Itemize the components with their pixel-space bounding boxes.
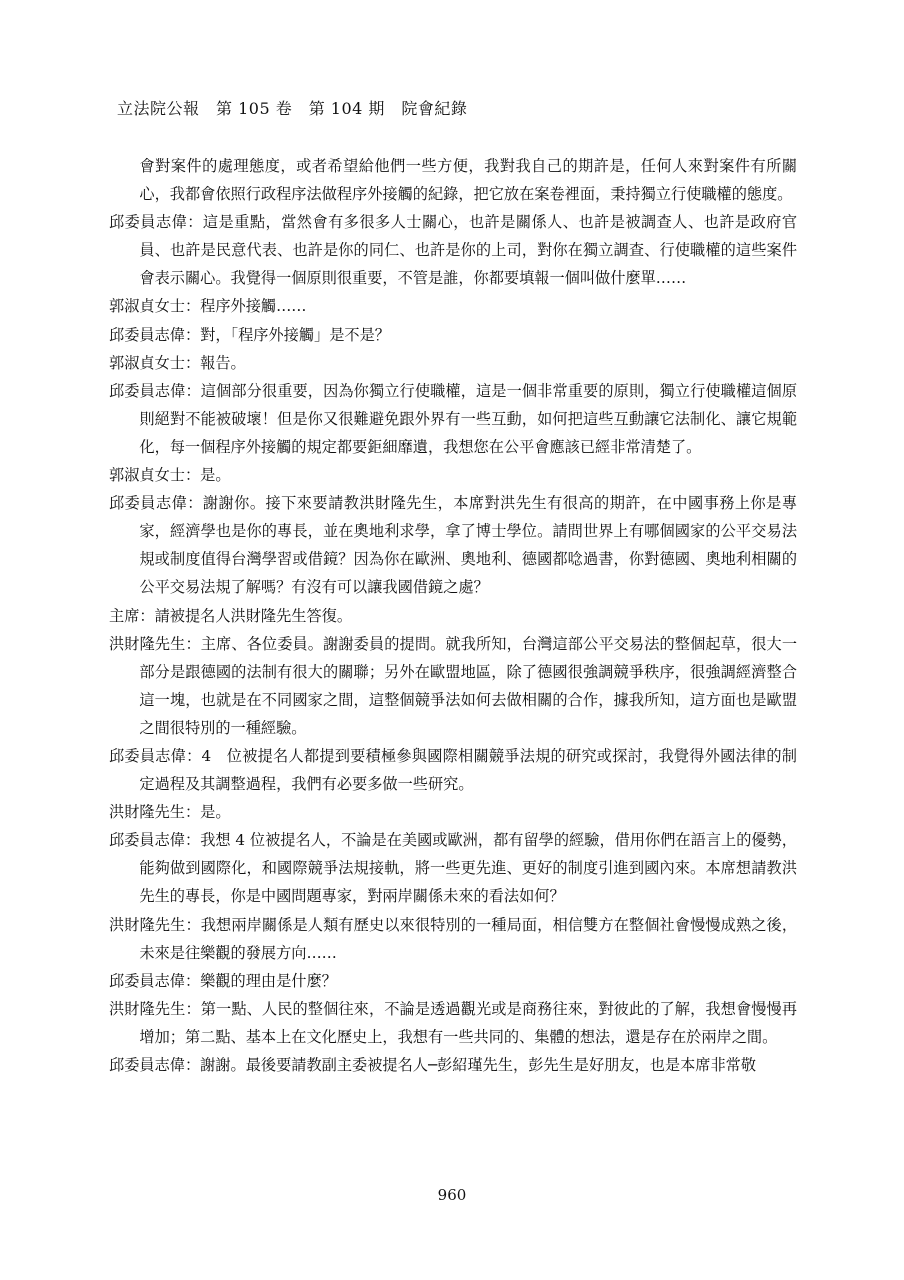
speaker-name: 邱委員志偉： [109, 746, 202, 765]
speaker-name: 邱委員志偉： [109, 325, 201, 344]
paragraph-text: 請被提名人洪財隆先生答復。 [154, 606, 352, 625]
transcript-paragraph [109, 489, 797, 601]
paragraph-text: 報告。 [200, 353, 246, 372]
transcript-paragraph [109, 321, 797, 349]
transcript-paragraph [109, 292, 797, 320]
transcript-paragraph [109, 461, 797, 489]
paragraph-text: 程序外接觸…… [200, 297, 307, 316]
speaker-name: 洪財隆先生： [109, 999, 201, 1018]
transcript-paragraph [109, 826, 797, 910]
paragraph-text: 是。 [200, 803, 231, 822]
speaker-name: 郭淑貞女士： [109, 466, 201, 485]
page-header: 立法院公報 第 105 卷 第 104 期 院會紀錄 [117, 99, 468, 118]
speaker-name: 郭淑貞女士： [109, 297, 201, 316]
speaker-name: 邱委員志偉： [109, 213, 203, 232]
transcript-paragraph [109, 602, 797, 630]
speaker-name: 郭淑貞女士： [109, 353, 201, 372]
speaker-name: 邱委員志偉： [109, 831, 201, 850]
transcript-body [109, 152, 797, 1079]
transcript-paragraph [109, 349, 797, 377]
transcript-paragraph [109, 995, 797, 1051]
paragraph-text: 第一點、人民的整個往來，不論是透過觀光或是商務往來，對彼此的了解，我想會慢慢再增加；第二點、基本上在文化歷史上，我想有一些共同的、集體的想法，還是存在於兩岸之間。 [139, 999, 798, 1046]
speaker-name: 邱委員志偉： [109, 971, 201, 990]
paragraph-text: 會對案件的處理態度，或者希望給他們一些方便，我對我自己的期許是，任何人來對案件有所關心，我都會依照行政程序法做程序外接觸的紀錄，把它放在案卷裡面，秉持獨立行使職權的態度。 [139, 157, 797, 204]
paragraph-text: 這是重點，當然會有多很多人士關心，也許是關係人、也許是被調查人、也許是政府官員、也許是民意代表、也許是你的同仁、也許是你的上司，對你在獨立調查、行使職權的這些案件會表示關心。我覺得一個原則很重要，不管是誰，你都要填報一個叫做什麼單…… [139, 213, 798, 288]
transcript-paragraph [109, 1051, 797, 1079]
transcript-paragraph [109, 208, 797, 292]
paragraph-text: 4 位被提名人都提到要積極參與國際相關競爭法規的研究或探討，我覺得外國法律的制定過程及其調整過程，我們有必要多做一些研究。 [139, 746, 797, 794]
transcript-paragraph [109, 377, 797, 461]
paragraph-text: 主席、各位委員。謝謝委員的提問。就我所知，台灣這部公平交易法的整個起草，很大一部分是跟德國的法制有很大的關聯；另外在歐盟地區，除了德國很強調競爭秩序，很強調經濟整合這一塊，也就是在不同國家之間，這整個競爭法如何去做相關的合作，據我所知，這方面也是歐盟之間很特別的一種經驗。 [139, 634, 798, 737]
transcript-paragraph [109, 630, 797, 742]
paragraph-text: 我想 4 位被提名人，不論是在美國或歐洲，都有留學的經驗，借用你們在語言上的優勢，能夠做到國際化，和國際競爭法規接軌，將一些更先進、更好的制度引進到國內來。本席想請教洪先生的專長，你是中國問題專家，對兩岸關係未來的看法如何？ [139, 831, 797, 906]
paragraph-text: 對，「程序外接觸」是不是？ [200, 325, 390, 344]
speaker-name: 邱委員志偉： [109, 381, 201, 400]
speaker-name: 主席： [109, 606, 155, 625]
speaker-name: 邱委員志偉： [109, 1056, 201, 1074]
speaker-name: 洪財隆先生： [109, 915, 201, 934]
speaker-name: 洪財隆先生： [109, 634, 201, 653]
transcript-paragraph [109, 742, 797, 798]
paragraph-text: 謝謝。最後要請教副主委被提名人─彭紹瑾先生，彭先生是好朋友，也是本席非常敬 [200, 1056, 757, 1074]
transcript-paragraph [109, 798, 797, 826]
paragraph-text: 樂觀的理由是什麼？ [200, 971, 337, 990]
transcript-paragraph [109, 911, 797, 967]
speaker-name: 邱委員志偉： [109, 494, 203, 513]
paragraph-text: 我想兩岸關係是人類有歷史以來很特別的一種局面，相信雙方在整個社會慢慢成熟之後，未來是往樂觀的發展方向…… [139, 915, 798, 962]
paragraph-text: 謝謝你。接下來要請教洪財隆先生，本席對洪先生有很高的期許，在中國事務上你是專家，經濟學也是你的專長，並在奧地利求學，拿了博士學位。請問世界上有哪個國家的公平交易法規或制度值得台灣學習或借鏡？因為你在歐洲、奧地利、德國都唸過書，你對德國、奧地利相關的公平交易法規了解嗎？有沒有可以讓我國借鏡之處？ [139, 494, 798, 597]
paragraph-text: 是。 [200, 466, 231, 485]
speaker-name: 洪財隆先生： [109, 803, 201, 822]
transcript-paragraph [109, 967, 797, 995]
paragraph-text: 這個部分很重要，因為你獨立行使職權，這是一個非常重要的原則，獨立行使職權這個原則絕對不能被破壞！但是你又很難避免跟外界有一些互動，如何把這些互動讓它法制化、讓它規範化，每一個程序外接觸的規定都要鉅細靡遺，我想您在公平會應該已經非常清楚了。 [139, 381, 798, 456]
page-number: 960 [437, 1186, 467, 1204]
transcript-paragraph [109, 152, 797, 208]
